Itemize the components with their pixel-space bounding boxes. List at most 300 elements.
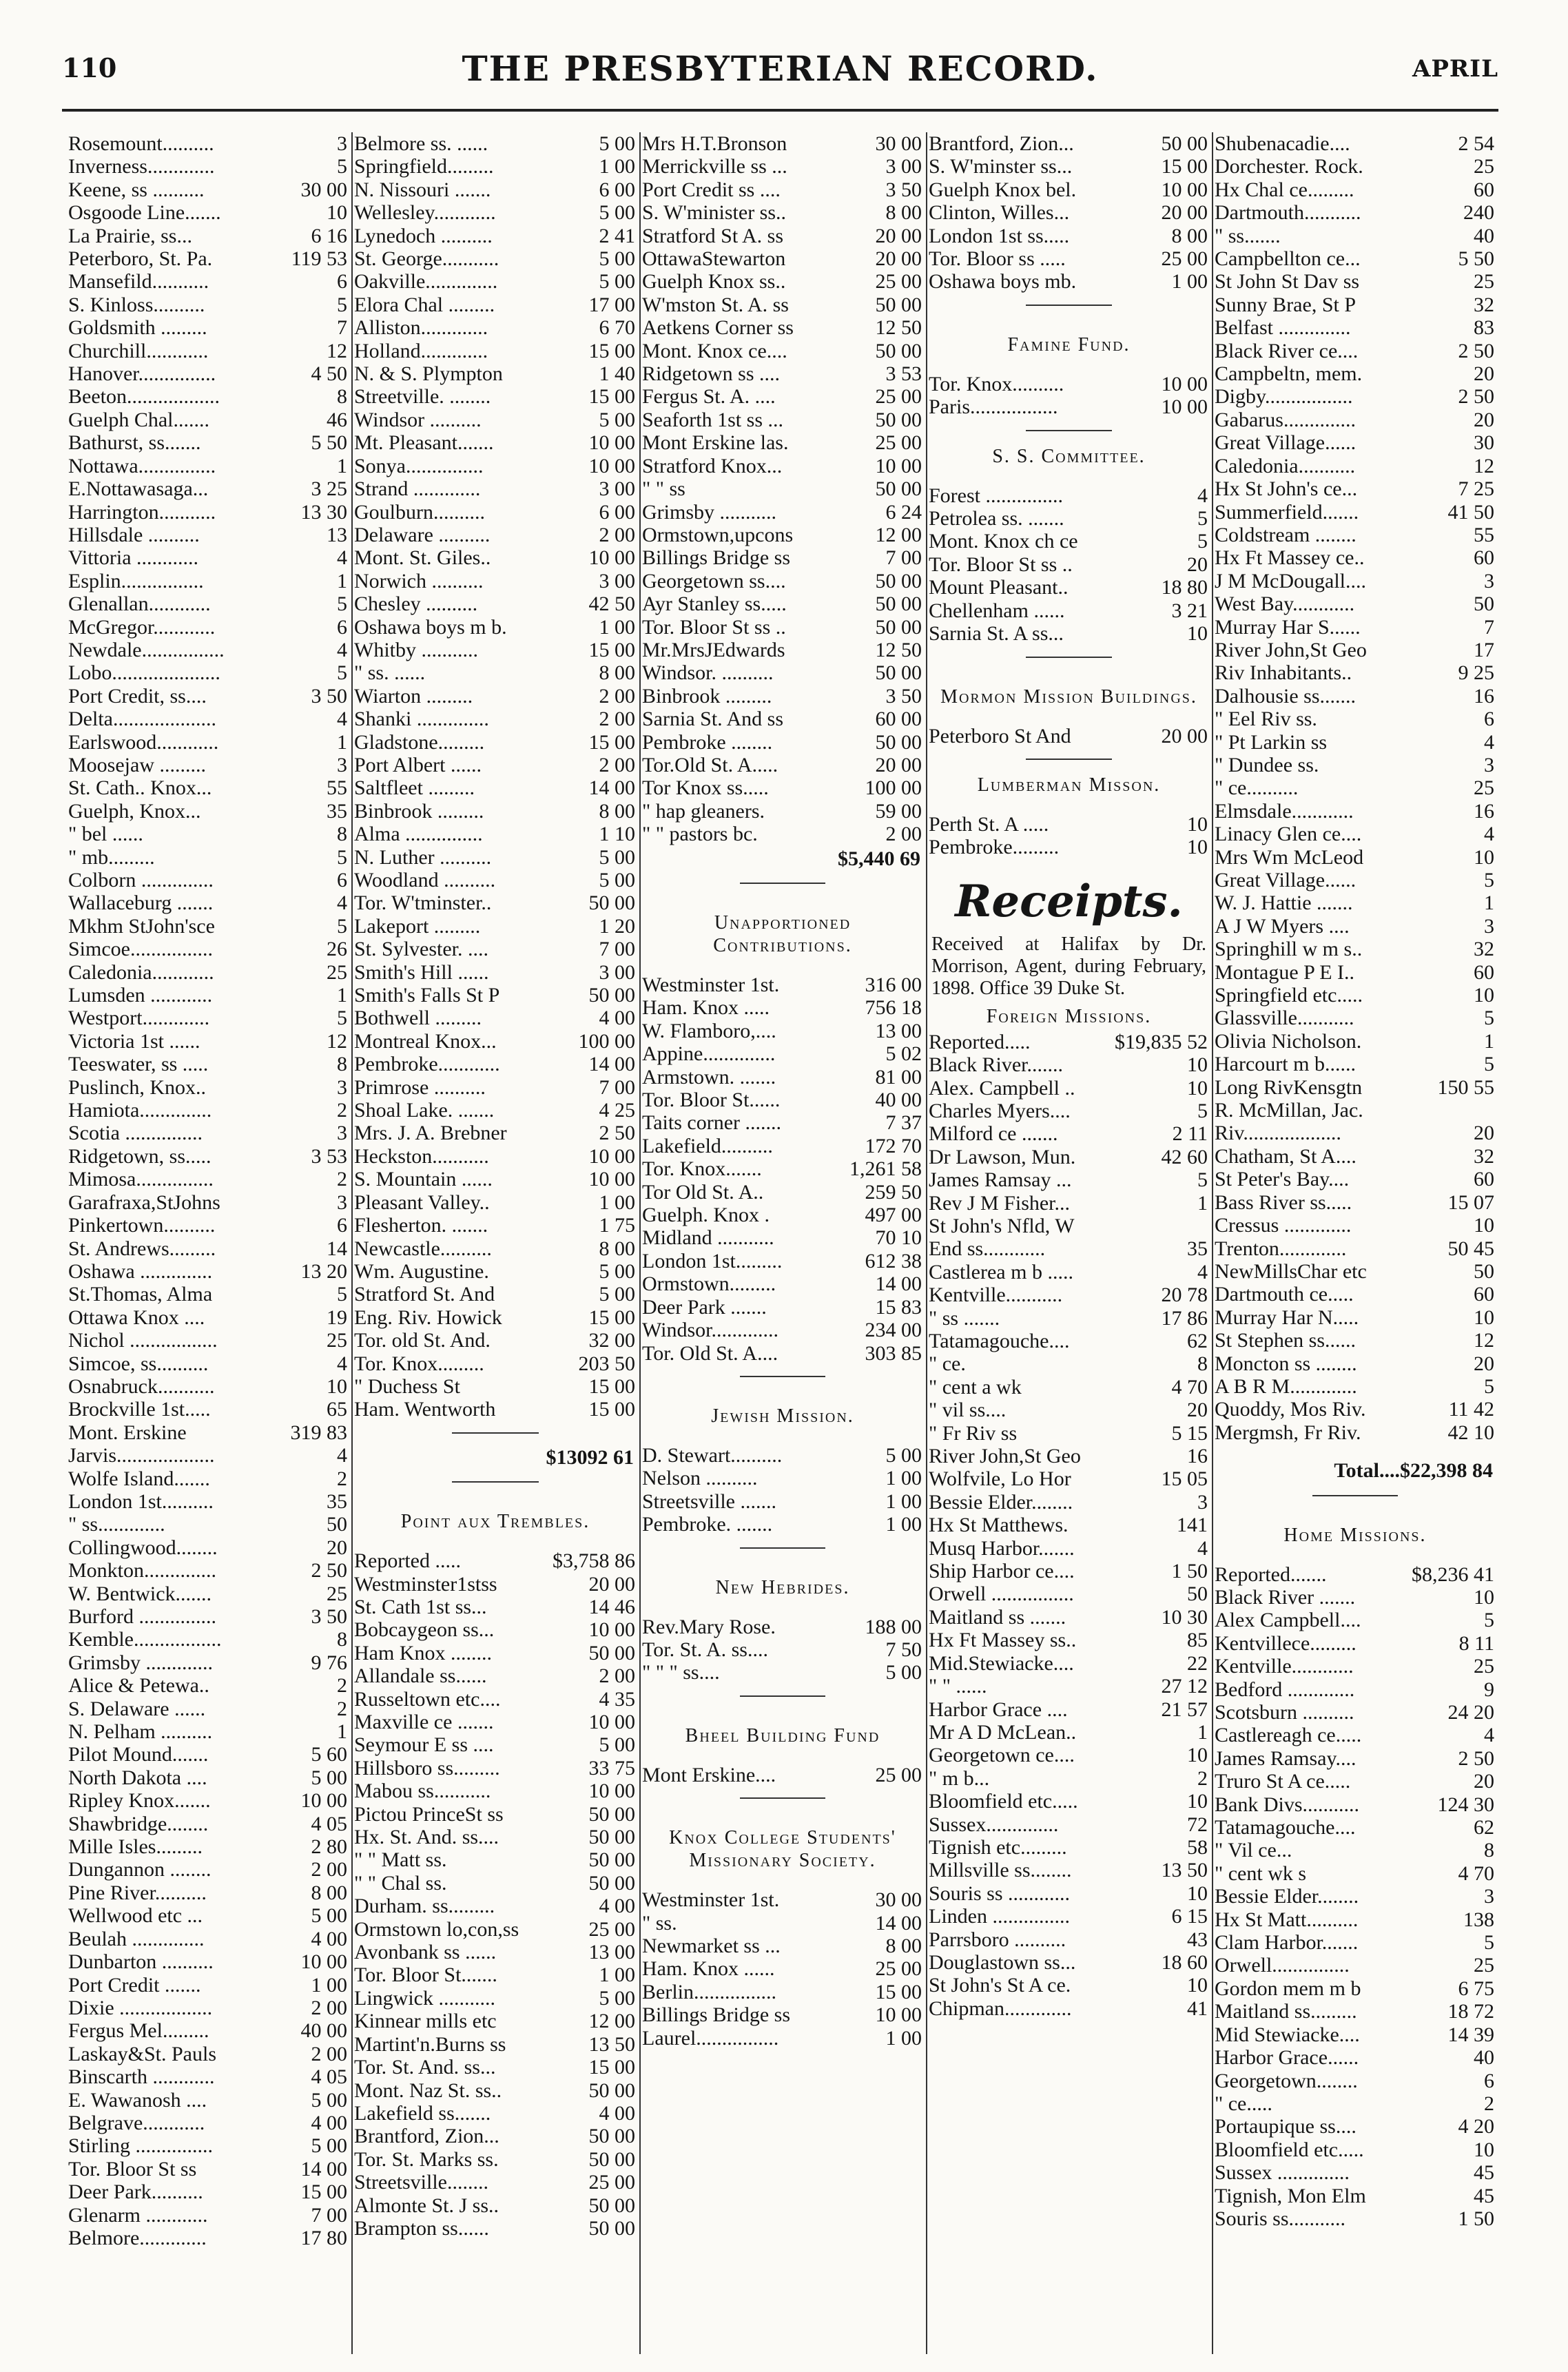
list-item: [1212, 524, 1498, 546]
list-item: [351, 570, 639, 592]
contributor-name: Alex Campbell....: [1215, 1609, 1361, 1632]
list-item: [65, 731, 351, 754]
contributor-name: Newmarket ss ...: [642, 1934, 781, 1957]
list-item: [1212, 362, 1498, 385]
contributor-name: Great Village......: [1215, 869, 1356, 891]
contribution-amount: $8,236 41: [1412, 1563, 1494, 1586]
contributor-name: Tor. Bloor St......: [642, 1089, 781, 1112]
contribution-amount: 3 00: [599, 477, 635, 501]
list-item: [1212, 1586, 1498, 1609]
list-item: [351, 455, 639, 477]
contribution-amount: 2 54: [1458, 132, 1494, 155]
contribution-amount: 5 00: [599, 1733, 635, 1757]
contribution-amount: 15 05: [1161, 1467, 1208, 1491]
contribution-amount: 20 78: [1161, 1283, 1208, 1307]
list-item: [65, 1260, 351, 1283]
list-item: [65, 1858, 351, 1881]
spacer: [1212, 1507, 1498, 1521]
contribution-amount: 3: [337, 1075, 347, 1099]
contribution-amount: 25 00: [875, 1763, 922, 1786]
list-item: [926, 530, 1212, 553]
list-item: [351, 661, 639, 684]
list-item: [65, 1698, 351, 1720]
contributor-name: Peterboro, St. Pa.: [68, 247, 213, 271]
contributor-name: Dunbarton ..........: [68, 1950, 214, 1974]
contributor-name: Sussex ..............: [1215, 2161, 1350, 2185]
contribution-amount: 10 00: [875, 454, 922, 477]
list-item: [926, 507, 1212, 530]
contributor-name: S. Kinloss..........: [68, 293, 205, 316]
contributor-name: E. Wawanosh ....: [68, 2088, 207, 2112]
contribution-amount: 10: [1187, 1790, 1208, 1813]
contributor-name: Beulah ..............: [68, 1927, 205, 1950]
contribution-amount: 12: [327, 1029, 347, 1053]
contribution-amount: 756 18: [865, 996, 922, 1020]
list-item: [351, 1214, 639, 1237]
contributor-name: Caledonia............: [68, 960, 214, 984]
contributor-name: Reported.......: [1215, 1563, 1327, 1586]
contributor-name: North Dakota ....: [68, 1766, 207, 1789]
contributor-name: Truro St A ce.....: [1215, 1770, 1351, 1793]
contributor-name: Gordon mem m b: [1215, 1977, 1361, 2000]
section-heading: Famine Fund.: [1007, 333, 1131, 355]
contributor-name: Bloomfield etc.....: [1215, 2138, 1364, 2161]
list-item: [1212, 1122, 1498, 1144]
contributor-name: Oshawa ..............: [68, 1259, 213, 1283]
list-item: [926, 1882, 1212, 1905]
contributor-name: Summerfield.......: [1215, 500, 1359, 524]
list-item: [351, 1733, 639, 1756]
contribution-amount: 14 00: [588, 776, 635, 800]
contributor-name: St John's St A ce.: [929, 1974, 1071, 1997]
list-item: [65, 293, 351, 316]
contribution-amount: 5: [1197, 530, 1208, 553]
contribution-amount: 4: [1197, 1260, 1208, 1283]
contributor-name: " " Matt ss.: [354, 1848, 447, 1872]
contributor-name: Kemble.................: [68, 1628, 222, 1651]
list-item: [65, 1237, 351, 1260]
list-item: [351, 823, 639, 845]
contribution-amount: 3 53: [885, 362, 922, 386]
contribution-amount: 5: [337, 155, 347, 178]
contributor-name: Holland.............: [354, 339, 488, 362]
spacer: [639, 960, 926, 973]
contribution-amount: 10: [327, 201, 347, 225]
list-item: [1212, 800, 1498, 823]
list-item: [639, 340, 926, 362]
contributor-name: Parrsboro ..........: [929, 1928, 1066, 1951]
contribution-amount: 100 00: [865, 776, 922, 800]
list-item: [351, 1963, 639, 1986]
list-item: [1212, 1609, 1498, 1631]
contributor-name: Kentvillece.........: [1215, 1631, 1356, 1655]
contributor-name: Alma ...............: [354, 823, 483, 846]
contribution-amount: 1 10: [599, 823, 635, 846]
contribution-amount: 25 00: [875, 385, 922, 409]
contribution-amount: 50 00: [588, 2079, 635, 2102]
contributor-name: Lobo.....................: [68, 661, 220, 685]
contributor-name: Douglastown ss...: [929, 1950, 1076, 1974]
contributor-name: Dr Lawson, Mun.: [929, 1145, 1076, 1168]
contribution-amount: 24 20: [1447, 1701, 1494, 1724]
contribution-amount: 20 00: [1161, 724, 1208, 747]
list-item: [351, 270, 639, 293]
contributor-name: Lingwick ...........: [354, 1986, 495, 2010]
contribution-amount: 10 00: [1161, 395, 1208, 419]
list-item: [351, 2033, 639, 2056]
list-item: [351, 1826, 639, 1848]
section-heading: New Hebrides.: [715, 1576, 850, 1598]
list-item: [65, 1191, 351, 1214]
contributor-name: Black River.......: [929, 1053, 1063, 1077]
contributor-name: James Ramsay ...: [929, 1168, 1072, 1192]
contributor-name: Shawbridge........: [68, 1812, 209, 1835]
contribution-amount: 5 00: [599, 1259, 635, 1283]
contribution-amount: 4: [337, 546, 347, 570]
contribution-amount: 4 00: [599, 1007, 635, 1030]
contribution-amount: 8 11: [1458, 1631, 1494, 1655]
contributor-name: Wiarton .........: [354, 684, 473, 708]
contributor-name: Cressus .............: [1215, 1214, 1352, 1237]
list-item: [639, 178, 926, 201]
section-heading: Foreign Missions.: [986, 1005, 1152, 1027]
contributor-name: Earlswood............: [68, 730, 219, 754]
list-item: [351, 1283, 639, 1306]
contribution-amount: 50 00: [588, 1802, 635, 1826]
contributor-name: Aetkens Corner ss: [642, 316, 794, 340]
contribution-amount: 50 00: [588, 984, 635, 1007]
section-heading: Mormon Mission Buildings.: [940, 685, 1197, 708]
list-item: [926, 1905, 1212, 1928]
contribution-amount: 42 60: [1161, 1145, 1208, 1168]
list-item: [65, 201, 351, 224]
list-item: [1212, 754, 1498, 776]
contributor-name: Ham. Knox ......: [642, 1957, 775, 1981]
contributor-name: Merrickville ss ...: [642, 155, 787, 178]
list-item: [1212, 731, 1498, 754]
contribution-amount: 4: [337, 708, 347, 731]
contributor-name: Tor Knox ss.....: [642, 776, 769, 800]
list-item: [65, 2089, 351, 2112]
contribution-amount: 2 50: [311, 1559, 347, 1582]
contributor-name: Harrington...........: [68, 500, 216, 524]
contribution-amount: 16: [1187, 1445, 1208, 1468]
contributor-name: Guelph, Knox...: [68, 799, 201, 823]
list-item: [65, 2019, 351, 2042]
column-1: [65, 132, 353, 2354]
contribution-amount: 59 00: [875, 799, 922, 823]
contributor-name: " ss.: [642, 1911, 677, 1935]
contribution-amount: 10 00: [588, 1618, 635, 1642]
list-item: [1212, 1793, 1498, 1816]
list-item: [926, 725, 1212, 747]
contributor-name: " cent wk s: [1215, 1861, 1307, 1885]
spacer: [351, 1494, 639, 1507]
list-item: [926, 622, 1212, 645]
contributor-name: Pembroke. .......: [642, 1513, 773, 1536]
column-4: [926, 132, 1213, 2354]
contribution-amount: 3 00: [599, 960, 635, 984]
contributor-name: Windsor ..........: [354, 408, 482, 431]
contributor-name: Stirling ...............: [68, 2134, 214, 2158]
list-item: [351, 2171, 639, 2194]
contributor-name: Kinnear mills etc: [354, 2010, 497, 2033]
list-item: [65, 984, 351, 1007]
list-item: [639, 1467, 926, 1489]
contribution-amount: 2 00: [311, 1858, 347, 1881]
contribution-amount: 3: [1484, 1885, 1494, 1908]
contribution-amount: 1: [337, 1720, 347, 1744]
contributor-name: " " " ss....: [642, 1661, 720, 1684]
list-item: [926, 1951, 1212, 1974]
contributor-name: Westport.............: [68, 1007, 210, 1030]
contribution-amount: 1 00: [599, 155, 635, 178]
contribution-amount: 10 00: [588, 1780, 635, 1803]
contributor-name: Tatamagouche....: [929, 1330, 1070, 1352]
contributor-name: Clam Harbor.......: [1215, 1931, 1359, 1955]
contributor-name: Dorchester. Rock.: [1215, 155, 1363, 178]
list-item: [351, 1030, 639, 1053]
list-item: [351, 1918, 639, 1941]
list-item: [639, 1089, 926, 1111]
list-item: [65, 961, 351, 984]
contributor-name: Mr.MrsJEdwards: [642, 638, 785, 661]
spacer: [639, 1708, 926, 1722]
contribution-amount: 11 42: [1448, 1398, 1494, 1421]
list-item: [1212, 340, 1498, 362]
contribution-amount: 3: [1484, 914, 1494, 938]
list-item: [65, 247, 351, 270]
list-item: [926, 1100, 1212, 1122]
contributor-name: Nichol .................: [68, 1329, 218, 1352]
contribution-amount: 10 00: [588, 1144, 635, 1168]
contribution-amount: 50: [1187, 1582, 1208, 1606]
contribution-amount: 20 00: [875, 247, 922, 271]
contribution-amount: 46: [327, 408, 347, 431]
contributor-name: " Fr Riv ss: [929, 1421, 1018, 1445]
spacer: [639, 895, 926, 909]
list-item: [639, 293, 926, 316]
contribution-amount: 41: [1187, 1997, 1208, 2020]
list-item: [639, 524, 926, 546]
contributor-name: Glenallan............: [68, 592, 211, 616]
contributor-name: Strand .............: [354, 477, 481, 501]
list-item: [1212, 1076, 1498, 1099]
contribution-amount: 5 00: [599, 132, 635, 155]
contributor-name: River John,St Geo: [1215, 638, 1367, 661]
contributor-name: OttawaStewarton: [642, 247, 786, 271]
list-item: [1212, 2115, 1498, 2138]
list-item: [639, 1957, 926, 1980]
contribution-amount: 8: [1197, 1352, 1208, 1376]
list-item: [1212, 1352, 1498, 1375]
list-item: [1212, 1237, 1498, 1260]
contribution-amount: 10: [1187, 622, 1208, 646]
contribution-amount: 10 00: [588, 1711, 635, 1733]
contribution-amount: 5: [1484, 869, 1494, 891]
list-item: [65, 1720, 351, 1743]
contributor-name: " mb.........: [68, 845, 155, 869]
contribution-amount: 6 24: [885, 500, 922, 524]
spacer: [926, 711, 1212, 725]
contribution-amount: 6 00: [599, 178, 635, 201]
contributor-name: London 1st..........: [68, 1489, 214, 1513]
list-item: [65, 1122, 351, 1144]
list-item: [351, 846, 639, 869]
list-item: [1212, 1145, 1498, 1168]
list-item: [639, 1020, 926, 1042]
contributor-name: London 1st ss.....: [929, 224, 1070, 247]
contribution-amount: 10 00: [588, 431, 635, 455]
list-item: [639, 823, 926, 845]
list-item: [639, 661, 926, 684]
contributor-name: " " ss: [642, 477, 685, 501]
list-item: [351, 524, 639, 546]
list-item: [639, 776, 926, 799]
list-item: [926, 1721, 1212, 1744]
list-item: [351, 2217, 639, 2240]
list-item: [351, 800, 639, 823]
list-item: [639, 1638, 926, 1661]
list-item: [351, 754, 639, 776]
contributor-name: Bessie Elder........: [1215, 1885, 1359, 1908]
contribution-amount: 2: [337, 1467, 347, 1490]
contributor-name: Tignish etc.........: [929, 1835, 1067, 1859]
list-item: [351, 1618, 639, 1641]
list-item: [351, 385, 639, 408]
list-item: [65, 823, 351, 845]
contribution-amount: 4 70: [1171, 1375, 1208, 1399]
contribution-amount: 20: [327, 1536, 347, 1559]
contributor-name: St.Thomas, Alma: [68, 1283, 213, 1306]
contribution-amount: 50 00: [588, 1641, 635, 1664]
contribution-amount: 2 50: [1458, 1746, 1494, 1770]
issue-month: APRIL: [1412, 55, 1498, 83]
contributor-name: " hap gleaners.: [642, 799, 765, 823]
list-item: [351, 685, 639, 708]
list-item: [65, 685, 351, 708]
list-item: [65, 1398, 351, 1421]
list-item: [351, 2194, 639, 2217]
spacer: [926, 471, 1212, 484]
contributor-name: Deer Park..........: [68, 2180, 203, 2204]
contribution-amount: 6: [337, 869, 347, 891]
contribution-amount: 2 00: [599, 684, 635, 708]
contributor-name: Mkhm StJohn'sce: [68, 914, 215, 938]
contribution-amount: 2: [1197, 1766, 1208, 1790]
contribution-amount: 58: [1187, 1835, 1208, 1859]
contribution-amount: 5 00: [311, 1766, 347, 1789]
contribution-amount: 8: [1484, 1839, 1494, 1862]
contribution-amount: 7 00: [599, 938, 635, 961]
list-item: [351, 1099, 639, 1122]
contributor-name: Mont Erskine....: [642, 1763, 776, 1786]
contribution-amount: 12 50: [875, 316, 922, 340]
contribution-amount: 30 00: [875, 132, 922, 155]
contribution-amount: 2: [337, 1674, 347, 1698]
contributor-name: Ship Harbor ce....: [929, 1560, 1075, 1583]
contributor-name: Tor. Knox.......: [642, 1157, 762, 1181]
list-item: [351, 340, 639, 362]
contributor-name: Ham. Knox .....: [642, 996, 770, 1020]
contribution-amount: 5 00: [885, 1443, 922, 1467]
contributor-name: D. Stewart..........: [642, 1443, 783, 1467]
list-item: [926, 1606, 1212, 1629]
contributor-name: Goldsmith .........: [68, 316, 207, 340]
contribution-amount: 2: [1484, 2092, 1494, 2115]
list-item: [1212, 616, 1498, 639]
contributor-name: Elmsdale............: [1215, 799, 1354, 823]
contribution-amount: 8: [337, 823, 347, 846]
list-item: [65, 1881, 351, 1904]
contributor-name: Grimsby .............: [68, 1651, 213, 1674]
contributor-name: London 1st.........: [642, 1249, 783, 1272]
contributor-name: Belgrave............: [68, 2111, 205, 2134]
contributor-name: Montreal Knox...: [354, 1029, 497, 1053]
list-item: [351, 1145, 639, 1168]
list-item: [1212, 1954, 1498, 1977]
contribution-amount: 10 00: [588, 454, 635, 477]
contribution-amount: 50 00: [875, 615, 922, 639]
contribution-amount: 35: [327, 799, 347, 823]
list-item: [65, 2065, 351, 2088]
list-item: [65, 800, 351, 823]
list-item: [65, 2227, 351, 2249]
contribution-amount: 14 00: [875, 1911, 922, 1935]
contribution-amount: 6: [337, 615, 347, 639]
section-divider: [926, 293, 1212, 317]
contribution-amount: 26: [327, 938, 347, 961]
contribution-amount: 5 50: [1458, 247, 1494, 271]
list-item: [639, 362, 926, 385]
contributor-name: Riv...................: [1215, 1122, 1341, 1145]
list-item: [926, 1652, 1212, 1675]
list-item: [926, 270, 1212, 293]
contribution-amount: 12: [1474, 454, 1494, 477]
spacer: [639, 1750, 926, 1764]
contribution-amount: 40: [1474, 2046, 1494, 2070]
contribution-amount: 13 30: [300, 500, 347, 524]
contributor-name: Allandale ss......: [354, 1664, 487, 1688]
contribution-amount: 35: [1187, 1237, 1208, 1261]
contributor-name: St Peter's Bay....: [1215, 1168, 1350, 1191]
section-heading: Lumberman Misson.: [977, 774, 1161, 796]
list-item: [65, 1536, 351, 1559]
contributor-name: Mont Erskine las.: [642, 431, 789, 455]
list-item: [65, 524, 351, 546]
contribution-amount: 7 00: [599, 1075, 635, 1099]
contributor-name: W'mston St. A. ss: [642, 293, 789, 316]
contributor-name: " Vil ce...: [1215, 1839, 1292, 1862]
contribution-amount: 9: [1484, 1678, 1494, 1701]
list-item: [926, 813, 1212, 836]
contributor-name: Osgoode Line.......: [68, 201, 221, 225]
list-item: [65, 1651, 351, 1674]
contribution-amount: 2: [337, 1697, 347, 1720]
contributor-name: Black River .......: [1215, 1585, 1356, 1609]
contributor-name: Mrs. J. A. Brebner: [354, 1122, 507, 1145]
contributor-name: W. J. Hattie .......: [1215, 891, 1353, 915]
contributor-name: Gabarus..............: [1215, 408, 1356, 431]
contributor-name: Harbor Grace......: [1215, 2046, 1359, 2070]
contributor-name: N. Nissouri .......: [354, 178, 491, 201]
list-item: [351, 1664, 639, 1687]
contribution-amount: 20: [1187, 553, 1208, 576]
list-item: [1212, 225, 1498, 247]
list-item: [926, 1261, 1212, 1283]
list-item: [639, 1319, 926, 1341]
contribution-amount: 303 85: [865, 1341, 922, 1365]
